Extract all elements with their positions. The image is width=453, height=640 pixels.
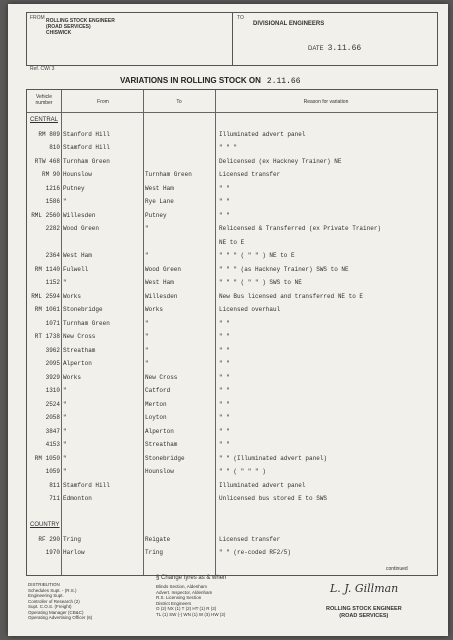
reason-cell: New Bus licensed and transferred NE to E	[219, 292, 364, 300]
title-date: 2.11.66	[266, 77, 301, 86]
vehicle-number-cell: 1071	[45, 319, 60, 327]
to-cell: Works	[145, 306, 164, 313]
from-cell: "	[63, 441, 67, 448]
reason-cell: " "	[219, 346, 230, 354]
vehicle-number-cell: 1059	[45, 468, 60, 475]
vehicle-number-cell: 1216	[45, 184, 60, 192]
vehicle-number-cell: RM 1050	[34, 454, 60, 462]
vehicle-number-cell: 3962	[45, 346, 60, 354]
from-cell: Fulwell	[63, 265, 89, 273]
from-cell: Turnham Green	[63, 319, 110, 327]
vehicle-number-cell: 2282	[45, 225, 60, 232]
distribution-middle	[156, 584, 326, 617]
middle-line: R.S. Licensing Section	[156, 595, 202, 600]
title-text: VARIATIONS IN ROLLING STOCK ON	[120, 76, 261, 85]
col-header-to: To	[176, 99, 182, 105]
from-cell: Stanford Hill	[63, 130, 110, 138]
vehicle-number-cell: 1970	[45, 549, 60, 556]
vehicle-number-cell: 1152	[45, 279, 60, 286]
reason-cell: " "	[219, 441, 230, 448]
to-cell: Turnham Green	[145, 171, 192, 178]
change-tyres-note: § Change tyres as & when	[156, 575, 227, 581]
from-cell: Turnham Green	[63, 157, 110, 165]
middle-line: TL (1) SW (-) WN (1) W (3) HW (2)	[156, 611, 226, 617]
reason-cell: " "	[219, 373, 230, 381]
reason-cell: " "	[219, 211, 230, 219]
reason-cell: Delicensed (ex Hackney Trainer) NE	[219, 157, 342, 165]
middle-line: Blinds Section, Aldenham	[156, 584, 208, 589]
reason-cell: " "	[219, 414, 230, 421]
from-cell: "	[63, 427, 67, 435]
vehicle-number-cell: RM 90	[41, 171, 60, 178]
to-cell: Willesden	[145, 292, 178, 300]
to-cell: Putney	[145, 211, 167, 219]
reason-cell: Illuminated advert panel	[219, 130, 306, 138]
to-cell: "	[145, 360, 149, 367]
from-cell: Alperton	[63, 360, 92, 367]
reason-cell: " " " ( " " ) SWS to NE	[219, 279, 302, 286]
section-heading: CENTRAL	[30, 117, 59, 123]
to-cell: Reigate	[145, 535, 171, 543]
distribution-line: Controller of Research (2)	[28, 598, 80, 604]
from-cell: Stamford Hill	[63, 144, 110, 151]
from-cell: Edmonton	[63, 495, 92, 502]
vehicle-number-cell: 3847	[45, 427, 60, 435]
vehicle-number-cell: 4153	[45, 441, 60, 448]
to-cell: New Cross	[145, 373, 178, 381]
vehicle-number-cell: 1310	[45, 387, 60, 394]
col-divider	[61, 90, 62, 575]
distribution-line: DISTRIBUTION	[28, 582, 60, 587]
col-header-number: Vehicle number	[35, 94, 53, 106]
sign-subtitle: (ROAD SERVICES)	[339, 613, 389, 619]
from-line-1: ROLLING STOCK ENGINEER	[46, 18, 115, 24]
from-cell: "	[63, 454, 67, 462]
reason-cell: " "	[219, 360, 230, 367]
reason-cell: " " "	[219, 144, 238, 151]
col-header-from: From	[97, 99, 109, 105]
to-cell: Streatham	[145, 441, 178, 448]
from-address	[46, 18, 115, 36]
distribution-line: Operating Manager (CB&C)	[28, 609, 84, 615]
header-date	[308, 44, 361, 53]
reason-cell: NE to E	[219, 238, 245, 246]
signature-block	[326, 606, 402, 620]
variations-table	[26, 89, 438, 576]
from-cell: Hounslow	[63, 171, 92, 178]
to-address: DIVISIONAL ENGINEERS	[253, 21, 325, 27]
from-line-3: CHISWICK	[46, 30, 72, 36]
vehicle-number-cell: 711	[49, 495, 60, 502]
to-cell: "	[145, 225, 149, 232]
vehicle-number-cell: 2364	[45, 252, 60, 259]
to-cell: Hounslow	[145, 468, 174, 475]
vehicle-number-cell: RT 1738	[34, 333, 60, 340]
to-cell: "	[145, 333, 149, 340]
distribution-line: Supt. C.O.S. (Freight)	[28, 604, 72, 609]
vehicle-number-cell: 2058	[45, 414, 60, 421]
to-cell: "	[145, 346, 149, 354]
page-title	[120, 76, 301, 86]
table-header	[27, 90, 437, 113]
sign-title: ROLLING STOCK ENGINEER	[326, 606, 402, 612]
to-cell: Wood Green	[145, 265, 182, 273]
reason-cell: Relicensed & Transferred (ex Private Trainer)	[219, 225, 382, 232]
reason-cell: " " " (as Hackney Trainer) SWS to NE	[219, 265, 349, 273]
middle-line: O (2) NX (1) T (2) HT (1) R (2)	[156, 606, 217, 611]
vehicle-number-cell: RM 1140	[34, 265, 60, 273]
reason-cell: " "	[219, 427, 230, 435]
vehicle-number-cell: RM 1061	[34, 306, 60, 313]
col-divider	[143, 90, 144, 575]
reason-cell: Illuminated advert panel	[219, 481, 306, 489]
from-cell: Works	[63, 292, 82, 300]
from-cell: Tring	[63, 535, 82, 543]
reason-cell: " "	[219, 184, 230, 192]
from-label: FROM	[30, 15, 45, 21]
to-cell: Stonebridge	[145, 454, 185, 462]
from-cell: Putney	[63, 184, 85, 192]
reason-cell: Licensed transfer	[219, 171, 281, 178]
to-cell: Catford	[145, 387, 171, 394]
to-cell: Loyton	[145, 414, 167, 421]
to-cell: "	[145, 319, 149, 327]
vehicle-number-cell: 810	[49, 144, 60, 151]
to-cell: West Ham	[145, 184, 174, 192]
to-cell: Merton	[145, 400, 167, 408]
reason-cell: " "	[219, 319, 230, 327]
from-cell: Streatham	[63, 346, 96, 354]
middle-line: Advert. Inspector, Aldenham	[156, 589, 213, 595]
from-cell: "	[63, 198, 67, 205]
from-cell: Willesden	[63, 211, 96, 219]
from-cell: Stamford Hill	[63, 481, 110, 489]
vehicle-number-cell: 3929	[45, 373, 60, 381]
vehicle-number-cell: 2095	[45, 360, 60, 367]
col-divider	[215, 90, 216, 575]
section-heading: COUNTRY	[30, 522, 60, 528]
reason-cell: " " " ( " " ) NE to E	[219, 252, 295, 259]
reason-cell: Licensed overhaul	[219, 306, 281, 313]
from-cell: "	[63, 414, 67, 421]
from-cell: "	[63, 468, 67, 475]
from-cell: New Cross	[63, 333, 96, 340]
reason-cell: " " (Illuminated advert panel)	[219, 454, 328, 462]
to-cell: Rye Lane	[145, 198, 174, 205]
signature: L. J. Gillman	[330, 582, 399, 595]
from-cell: Wood Green	[63, 225, 100, 232]
from-cell: "	[63, 387, 67, 394]
from-cell: Stonebridge	[63, 306, 103, 313]
from-cell: Works	[63, 373, 82, 381]
document-page	[8, 4, 448, 636]
from-cell: "	[63, 279, 67, 286]
from-cell: West Ham	[63, 252, 92, 259]
vehicle-number-cell: RML 2594	[31, 292, 60, 300]
to-cell: West Ham	[145, 279, 174, 286]
reason-cell: Licensed transfer	[219, 535, 281, 543]
to-cell: "	[145, 252, 149, 259]
reference: Ref. CW/ 3	[30, 66, 55, 72]
vehicle-number-cell: RF 290	[38, 535, 60, 543]
middle-line: District Engineers	[156, 600, 192, 606]
col-header-reason: Reason for variation	[303, 99, 349, 105]
to-cell: Tring	[145, 549, 164, 556]
date-value: 3.11.66	[327, 44, 362, 53]
distribution-line: Engineering Supt.	[28, 593, 64, 598]
vehicle-number-cell: 2524	[45, 400, 60, 408]
from-line-2: (ROAD SERVICES)	[46, 24, 91, 30]
reason-cell: " "	[219, 333, 230, 340]
date-label: DATE	[308, 46, 324, 52]
reason-cell: " " (re-coded RF2/5)	[219, 549, 292, 556]
to-label: TO	[237, 15, 244, 21]
reason-cell: Unlicensed bus stored E to SWS	[219, 495, 328, 502]
vehicle-number-cell: RML 2560	[31, 211, 60, 219]
reason-cell: " "	[219, 400, 230, 408]
continued-note: continued	[386, 566, 408, 572]
reason-cell: " " ( " " " )	[219, 468, 266, 475]
vehicle-number-cell: 811	[49, 481, 60, 489]
header-divider	[232, 13, 233, 65]
distribution-list	[28, 582, 148, 621]
reason-cell: " "	[219, 198, 230, 205]
vehicle-number-cell: RTW 468	[34, 157, 60, 165]
vehicle-number-cell: 1586	[45, 198, 60, 205]
from-cell: "	[63, 400, 67, 408]
to-cell: Alperton	[145, 427, 174, 435]
vehicle-number-cell: RM 809	[38, 130, 60, 138]
distribution-line: Schedules Supt. - (R.S.)	[28, 587, 77, 593]
from-cell: Harlow	[63, 549, 85, 556]
distribution-line: Operating Advertising Officer (6)	[28, 615, 93, 620]
reason-cell: " "	[219, 387, 230, 394]
